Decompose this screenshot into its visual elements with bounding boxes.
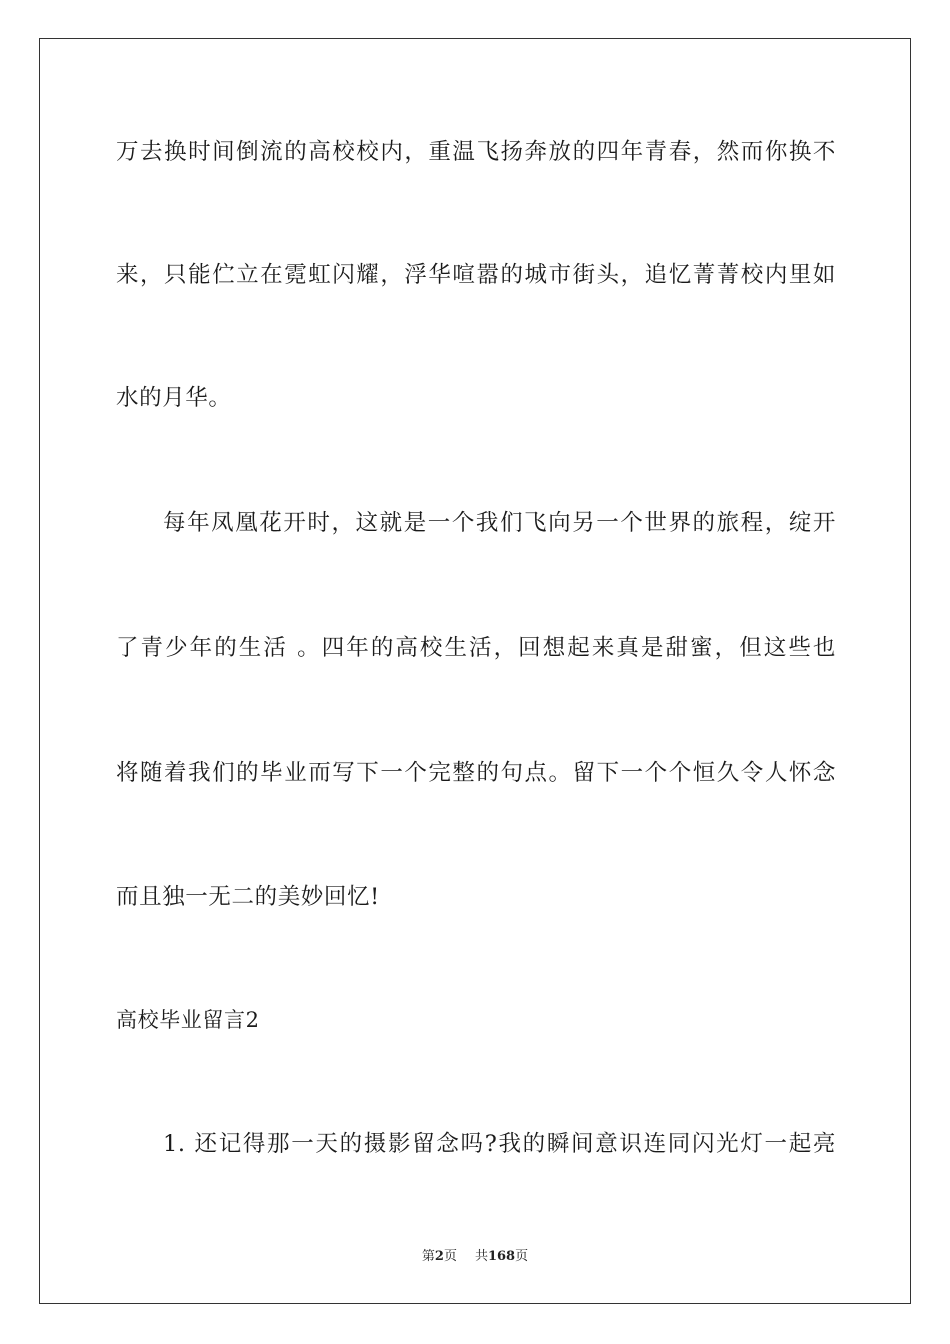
section-heading: 高校毕业留言2 xyxy=(116,1008,260,1032)
footer-total-suffix: 页 xyxy=(515,1249,529,1264)
text-line-5: 了青少年的生活 。四年的高校生活，回想起来真是甜蜜，但这些也 xyxy=(116,635,836,661)
page-border xyxy=(39,38,911,1304)
text-line-3: 水的月华。 xyxy=(116,385,232,411)
text-line-2: 来，只能伫立在霓虹闪耀，浮华喧嚣的城市街头，追忆菁菁校内里如 xyxy=(116,262,836,288)
text-line-6: 将随着我们的毕业而写下一个完整的句点。留下一个个恒久令人怀念 xyxy=(116,760,836,786)
page-footer xyxy=(0,1248,950,1266)
footer-total-number: 168 xyxy=(487,1249,516,1264)
footer-page-prefix: 第 xyxy=(421,1249,435,1264)
text-line-4: 每年凤凰花开时，这就是一个我们飞向另一个世界的旅程，绽开 xyxy=(163,510,836,536)
footer-total-prefix: 共 xyxy=(474,1249,488,1264)
footer-page-suffix: 页 xyxy=(443,1249,457,1264)
text-line-9: 1. 还记得那一天的摄影留念吗?我的瞬间意识连同闪光灯一起亮 xyxy=(163,1131,836,1157)
footer-page-number: 2 xyxy=(434,1249,444,1264)
text-line-1: 万去换时间倒流的高校校内，重温飞扬奔放的四年青春，然而你换不 xyxy=(116,139,836,165)
text-line-7: 而且独一无二的美妙回忆! xyxy=(116,884,380,910)
